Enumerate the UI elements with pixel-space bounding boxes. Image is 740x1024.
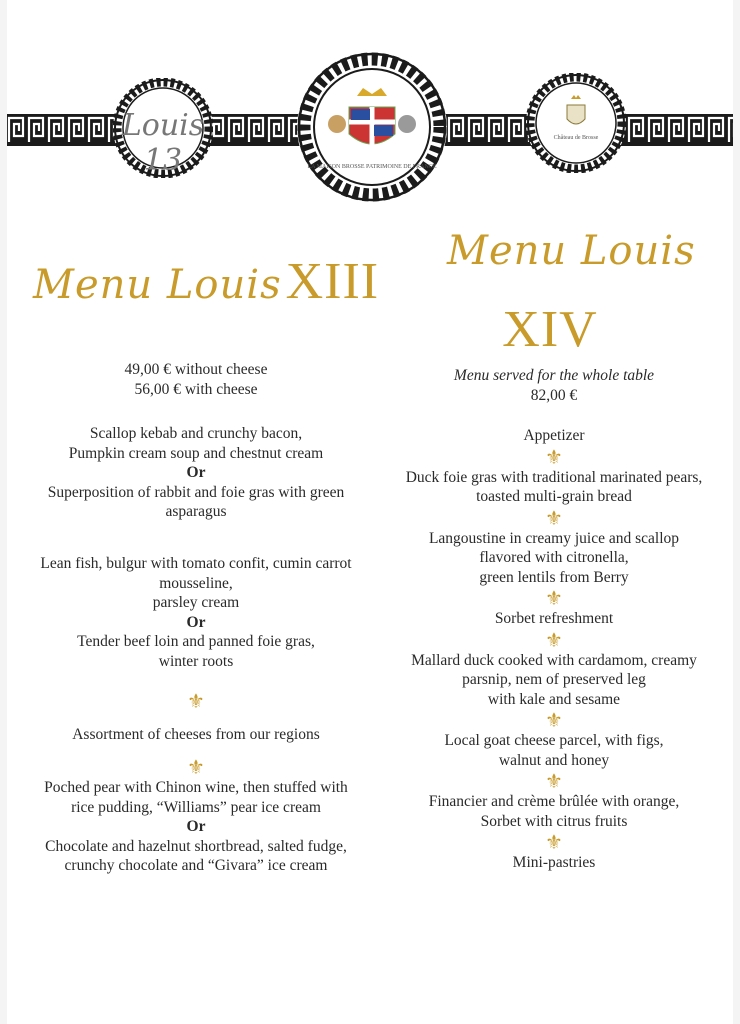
course-line: Mallard duck cooked with cardamom, creamy	[411, 651, 697, 669]
chateau-logo-medallion	[526, 73, 626, 173]
course-line: toasted multi-grain bread	[476, 488, 632, 505]
course-line: Financier and crème brûlée with orange,	[428, 793, 680, 810]
course-line: parsnip, nem of preserved leg	[462, 671, 646, 688]
menu-xiv-price: 82,00 €	[530, 386, 578, 404]
price-without-cheese: 49,00 € without cheese	[124, 361, 268, 378]
menu-page	[7, 0, 733, 1024]
menu-xiii-cheese	[19, 690, 373, 745]
fleur-de-lis-icon: ⚜	[187, 689, 205, 713]
louis13-logo: Louis 13	[121, 108, 205, 178]
course-line: Local goat cheese parcel, with figs,	[444, 732, 664, 749]
menu-xiv-title-roman: XIV	[502, 301, 598, 358]
course-line: green lentils from Berry	[479, 568, 629, 586]
menu-xiii-prices	[19, 360, 373, 399]
course-line: with kale and sesame	[487, 690, 621, 708]
menu-xiv-courses	[387, 426, 721, 873]
menu-xiv-info	[387, 366, 721, 405]
course-line: Langoustine in creamy juice and scallop	[428, 529, 680, 547]
menu-xiv-title-script: Menu Louis	[447, 228, 696, 274]
crest-caption: LA MAISON BROSSE PATRIMOINE DE FRANCE	[307, 164, 437, 170]
course-line: flavored with citronella,	[479, 549, 629, 566]
main-b-line: winter roots	[158, 652, 234, 670]
or-separator: Or	[186, 464, 206, 481]
course-line: Mini-pastries	[512, 854, 596, 871]
or-separator: Or	[186, 613, 206, 631]
fleur-de-lis-icon: ⚜	[545, 444, 563, 469]
or-separator: Or	[186, 818, 206, 835]
fleur-de-lis-icon: ⚜	[545, 586, 563, 610]
main-a-line: Lean fish, bulgur with tomato confit, cumin carrot	[40, 555, 352, 572]
main-b-line: Tender beef loin and panned foie gras,	[77, 633, 315, 650]
fleur-de-lis-icon: ⚜	[545, 505, 563, 530]
fleur-de-lis-icon: ⚜	[545, 769, 563, 793]
starter-b-line: asparagus	[165, 503, 227, 520]
main-a-line: mousseline,	[159, 574, 233, 592]
dessert-b-line: Chocolate and hazelnut shortbread, salted fudge,	[45, 837, 347, 855]
starter-b-line: Superposition of rabbit and foie gras with green	[47, 483, 345, 501]
course-line: Duck foie gras with traditional marinated pears,	[405, 468, 703, 486]
menu-xiii-desserts	[19, 756, 373, 876]
course-line: Sorbet with citrus fruits	[480, 812, 628, 830]
course-line: walnut and honey	[498, 751, 610, 769]
menu-xiii-title-script: Menu Louis	[33, 262, 282, 308]
menu-xiii-title-roman: XIII	[285, 253, 380, 310]
starter-a-line: Pumpkin cream soup and chestnut cream	[68, 444, 324, 462]
dessert-b-line: crunchy chocolate and “Givara” ice cream	[64, 857, 328, 874]
chateau-caption: Château de Brosse	[553, 135, 599, 141]
fleur-de-lis-icon: ⚜	[545, 627, 563, 652]
crest-medallion	[297, 52, 447, 202]
dessert-a-line: Poched pear with Chinon wine, then stuffed with	[44, 779, 348, 796]
fleur-de-lis-icon: ⚜	[187, 755, 205, 779]
fleur-de-lis-icon: ⚜	[545, 830, 563, 854]
fleur-de-lis-icon: ⚜	[545, 708, 563, 732]
starter-a-line: Scallop kebab and crunchy bacon,	[89, 425, 303, 442]
menu-xiv-note: Menu served for the whole table	[453, 367, 655, 384]
louis13-logo-medallion	[113, 78, 213, 178]
menu-xiii-mains	[19, 554, 373, 671]
cheese-line: Assortment of cheeses from our regions	[72, 726, 320, 743]
course-line: Sorbet refreshment	[494, 610, 614, 627]
price-with-cheese: 56,00 € with cheese	[134, 380, 258, 398]
menu-xiii-starters	[19, 424, 373, 522]
main-a-line: parsley cream	[152, 594, 240, 611]
dessert-a-line: rice pudding, “Williams” pear ice cream	[71, 798, 321, 816]
course-line: Appetizer	[523, 427, 585, 444]
